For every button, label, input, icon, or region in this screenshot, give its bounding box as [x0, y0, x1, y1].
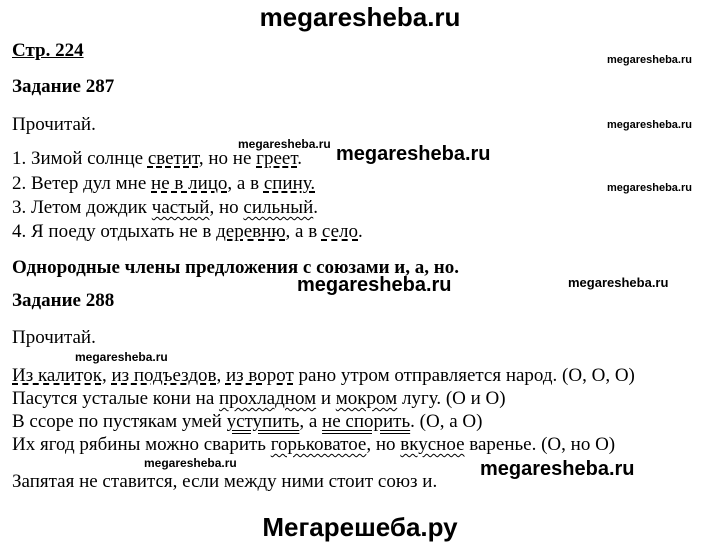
adverbial: деревню — [216, 221, 286, 242]
watermark: megaresheba.ru — [607, 54, 692, 66]
task-287-instruction: Прочитай. — [12, 114, 96, 135]
sentence-text: 2. Ветер дул мне — [12, 173, 152, 194]
task-287-title: Задание 287 — [12, 76, 115, 97]
attribute: вкусное — [400, 434, 465, 455]
sentence-text: . — [358, 221, 363, 242]
attribute: частый — [151, 197, 210, 218]
adverbial: из ворот — [225, 365, 294, 386]
task-288-sentence-4 — [12, 434, 615, 456]
predicate: светит — [147, 148, 199, 169]
sentence-text: , но — [209, 197, 244, 218]
adverbial: не в лицо — [151, 173, 228, 194]
predicate: не спорить — [322, 411, 411, 432]
watermark-large: megaresheba.ru — [336, 143, 491, 165]
sentence-text: Пасутся усталые кони на — [12, 388, 219, 409]
task-287-sentence-2 — [12, 173, 315, 195]
task-288-sentence-2 — [12, 388, 506, 410]
sentence-text: лугу. (О и О) — [397, 388, 506, 409]
predicate: уступить — [226, 411, 300, 432]
sentence-text: , но не — [198, 148, 257, 169]
watermark-large: megaresheba.ru — [297, 274, 452, 296]
sentence-text: . (О, а О) — [410, 411, 483, 432]
sentence-text: и — [316, 388, 336, 409]
watermark: megaresheba.ru — [144, 456, 237, 470]
site-title-top: megaresheba.ru — [259, 2, 461, 32]
predicate: греет — [256, 148, 298, 169]
watermark: megaresheba.ru — [568, 275, 669, 290]
sentence-text: 1. Зимой солнце — [12, 148, 148, 169]
task-288-title: Задание 288 — [12, 290, 115, 311]
sentence-text: , но — [366, 434, 401, 455]
task-287-sentence-3 — [12, 197, 318, 219]
task-287-summary: Однородные члены предложения с союзами и, а, но. — [12, 257, 459, 278]
attribute: горьковатое — [270, 434, 367, 455]
task-288-sentence-1 — [12, 365, 635, 387]
task-288-note: Запятая не ставится, если между ними стоит союз и. — [12, 471, 438, 492]
watermark: megaresheba.ru — [238, 137, 331, 151]
sentence-text: варенье. (О, но О) — [464, 434, 616, 455]
sentence-text: , а — [299, 411, 323, 432]
attribute: мокром — [335, 388, 398, 409]
task-287-sentence-1 — [12, 148, 302, 170]
sentence-text: , — [216, 365, 226, 386]
sentence-text: , — [101, 365, 112, 386]
sentence-text: . — [313, 197, 318, 218]
watermark: megaresheba.ru — [607, 182, 692, 194]
watermark: megaresheba.ru — [607, 119, 692, 131]
sentence-text: рано утром отправляется народ. (О, О, О) — [293, 365, 635, 386]
attribute: сильный — [243, 197, 314, 218]
watermark-large: megaresheba.ru — [480, 458, 635, 480]
sentence-text: 4. Я поеду отдыхать не в — [12, 221, 217, 242]
sentence-text: Их ягод рябины можно сварить — [12, 434, 271, 455]
task-288-sentence-3 — [12, 411, 482, 433]
task-287-sentence-4 — [12, 221, 363, 243]
adverbial: спину. — [263, 173, 316, 194]
sentence-text: , а в — [227, 173, 264, 194]
sentence-text: В ссоре по пустякам умей — [12, 411, 227, 432]
adverbial: Из калиток — [12, 365, 102, 386]
adverbial: село — [321, 221, 359, 242]
adverbial: из подъездов — [111, 365, 217, 386]
watermark: megaresheba.ru — [75, 350, 168, 364]
sentence-text: , а в — [285, 221, 322, 242]
sentence-text: . — [297, 148, 302, 169]
task-288-instruction: Прочитай. — [12, 327, 96, 348]
page-reference: Стр. 224 — [12, 40, 84, 61]
site-title-bottom: Мегарешеба.ру — [262, 512, 458, 542]
sentence-text: 3. Летом дождик — [12, 197, 152, 218]
attribute: прохладном — [219, 388, 317, 409]
